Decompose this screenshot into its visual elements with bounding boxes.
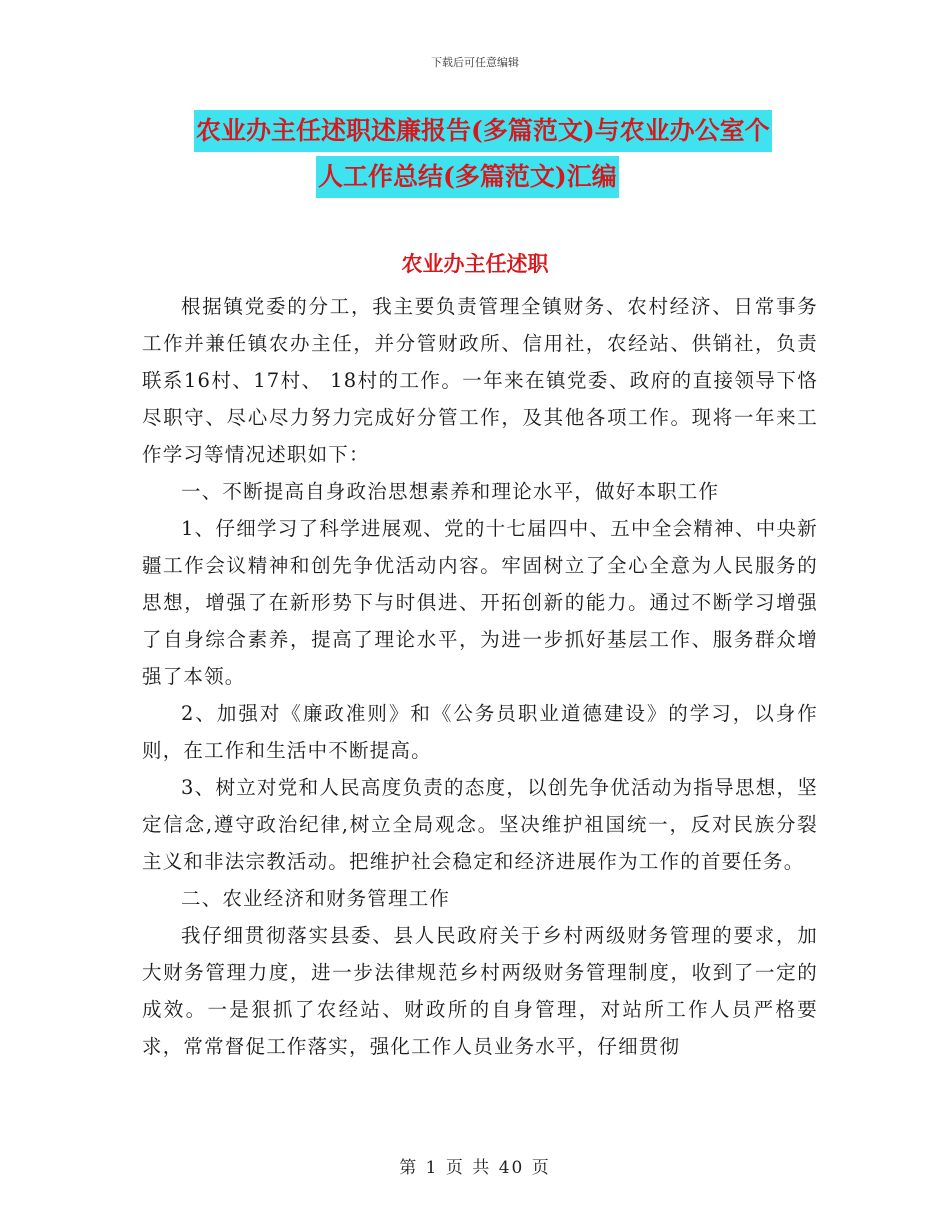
paragraph: 3、树立对党和人民高度负责的态度，以创先争优活动为指导思想，坚定信念,遵守政治纪律,树立全局观念。坚决维护祖国统一，反对民族分裂主义和非法宗教活动。把维护社会稳定和经济进展作为工作的首要任务。 [142, 776, 818, 873]
paragraph: 一、不断提高自身政治思想素养和理论水平，做好本职工作 [181, 480, 720, 503]
paragraph: 1、仔细学习了科学进展观、党的十七届四中、五中全会精神、中央新疆工作会议精神和创先争优活动内容。牢固树立了全心全意为人民服务的思想，增强了在新形势下与时俱进、开拓创新的能力。通过不断学习增强了自身综合素养，提高了理论水平，为进一步抓好基层工作、服务群众增强了本领。 [142, 517, 818, 688]
page-header-note: 下载后可任意编辑 [431, 56, 519, 69]
section-heading: 农业办主任述职 [401, 251, 549, 276]
paragraph: 2、加强对《廉政准则》和《公务员职业道德建设》的学习，以身作则，在工作和生活中不断提高。 [142, 702, 818, 762]
page-number-footer: 第 1 页 共 40 页 [399, 1158, 551, 1178]
title-line-2: 人工作总结(多篇范文)汇编 [316, 156, 619, 198]
document-body [142, 288, 818, 1065]
title-line-1: 农业办主任述职述廉报告(多篇范文)与农业办公室个 [194, 110, 772, 152]
paragraph: 根据镇党委的分工，我主要负责管理全镇财务、农村经济、日常事务工作并兼任镇农办主任，并分管财政所、信用社，农经站、供销社，负责联系16村、17村、 18村的工作。一年来在镇党委、政府的直接领导下恪尽职守、尽心尽力努力完成好分管工作，及其他各项工作。现将一年来工作学习等情况述职如下： [142, 295, 818, 466]
paragraph: 二、农业经济和财务管理工作 [181, 887, 451, 910]
paragraph: 我仔细贯彻落实县委、县人民政府关于乡村两级财务管理的要求，加大财务管理力度，进一步法律规范乡村两级财务管理制度，收到了一定的成效。一是狠抓了农经站、财政所的自身管理，对站所工作人员严格要求，常常督促工作落实，强化工作人员业务水平，仔细贯彻 [142, 924, 818, 1058]
